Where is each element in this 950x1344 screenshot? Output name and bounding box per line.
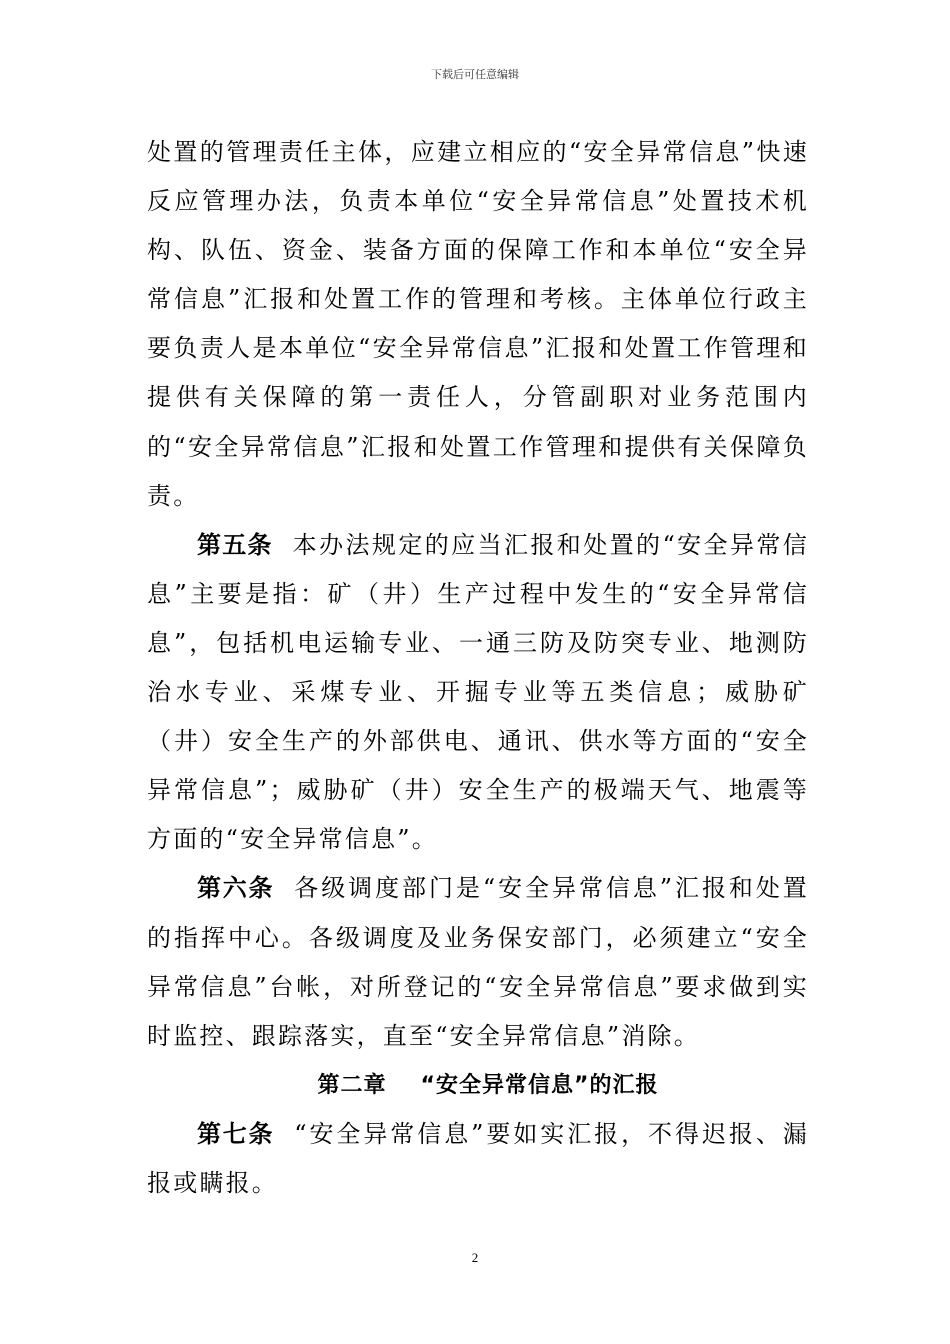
article-7-text: “安全异常信息”要如实汇报，不得迟报、漏报或瞒报。 bbox=[147, 1119, 809, 1197]
article-5-text: 本办法规定的应当汇报和处置的“安全异常信息”主要是指：矿（井）生产过程中发生的“安全异常信息”，包括机电运输专业、一通三防及防突专业、地测防治水专业、采煤专业、开掘专业等五类信息；威胁矿（井）安全生产的外部供电、通讯、供水等方面的“安全异常信息”；威胁矿（井）安全生产的极端天气、地震等方面的“安全异常信息”。 bbox=[147, 530, 809, 854]
page-header: 下载后可任意编辑 bbox=[431, 68, 519, 81]
article-6-heading: 第六条 bbox=[197, 874, 275, 903]
document-body bbox=[147, 128, 809, 1208]
chapter-heading bbox=[147, 1061, 809, 1110]
paragraph-article-6 bbox=[147, 864, 809, 1060]
chapter-title: “安全异常信息”的汇报 bbox=[420, 1072, 659, 1098]
paragraph-article-4-continued: 处置的管理责任主体，应建立相应的“安全异常信息”快速反应管理办法，负责本单位“安全异常信息”处置技术机构、队伍、资金、装备方面的保障工作和本单位“安全异常信息”汇报和处置工作的管理和考核。主体单位行政主要负责人是本单位“安全异常信息”汇报和处置工作管理和提供有关保障的第一责任人，分管副职对业务范围内的“安全异常信息”汇报和处置工作管理和提供有关保障负责。 bbox=[147, 138, 809, 510]
chapter-number: 第二章 bbox=[317, 1072, 387, 1098]
paragraph-article-5 bbox=[147, 521, 809, 865]
article-5-heading: 第五条 bbox=[197, 530, 273, 559]
article-7-heading: 第七条 bbox=[197, 1119, 275, 1148]
paragraph-article-7 bbox=[147, 1110, 809, 1208]
page-number: 2 bbox=[471, 1250, 479, 1265]
article-6-text: 各级调度部门是“安全异常信息”汇报和处置的指挥中心。各级调度及业务保安部门，必须建立“安全异常信息”台帐，对所登记的“安全异常信息”要求做到实时监控、跟踪落实，直至“安全异常信息”消除。 bbox=[147, 874, 809, 1050]
